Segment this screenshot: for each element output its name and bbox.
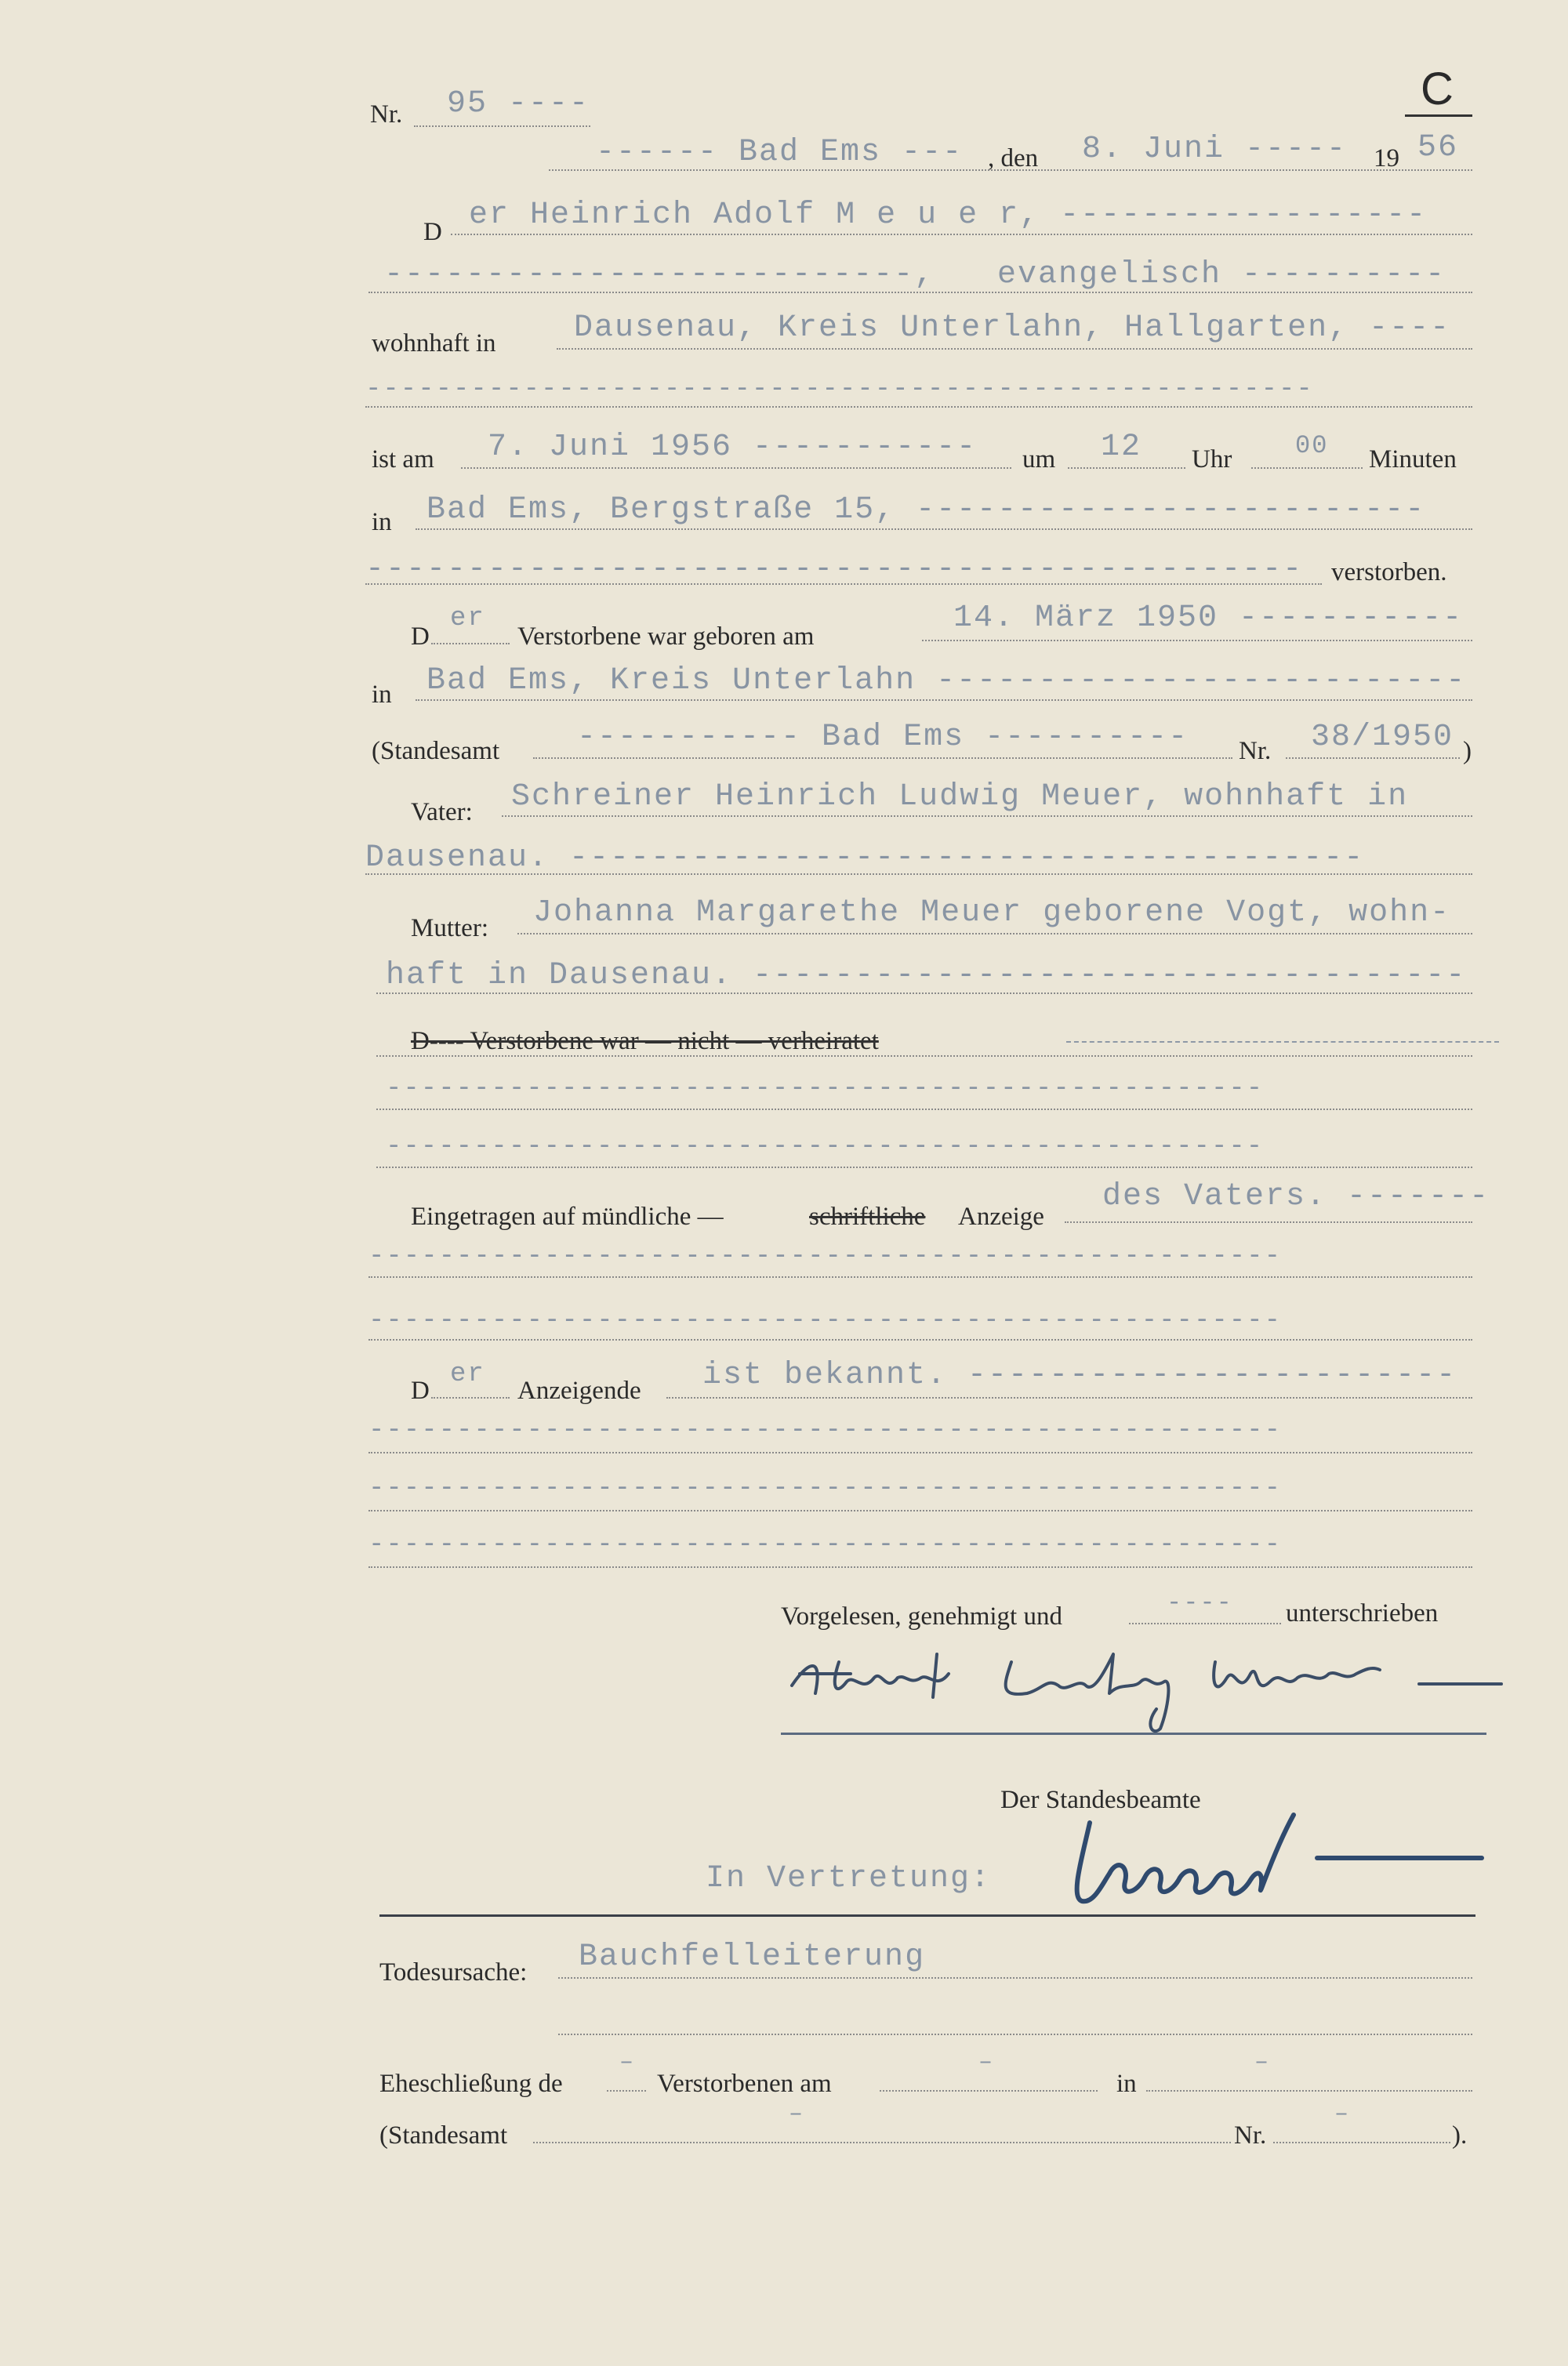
birth-in-label: in [372,680,392,709]
birth-d-label: D [411,622,430,651]
ehe-in-label: in [1116,2070,1137,2098]
footer-nr-value: – [1334,2101,1351,2128]
ehe-am-dotline [880,2090,1098,2092]
informant-dashes-1: ---------------------------------------------------- [368,1416,1282,1446]
place-dotline [549,169,1472,171]
wohnhaft-dotline [557,348,1472,350]
informant-dotline [666,1397,1472,1399]
line2-dashes: --------------------------, [384,257,935,292]
informant-dotline-3 [368,1566,1472,1568]
wohnhaft-cont: ------------------------------------------------------ [365,375,1314,405]
vater-value: Schreiner Heinrich Ludwig Meuer, wohnhaft in [511,779,1409,815]
d-label: D [423,218,442,246]
signature-rule-1 [781,1733,1486,1735]
verstorben-label: verstorben. [1331,558,1447,586]
birth-er: er [450,604,485,633]
death-in-label: in [372,508,392,536]
ehe-in-dotline [1146,2090,1472,2092]
marital-dashes-3: -------------------------------------------------- [386,1132,1265,1162]
informant-dotline-1 [368,1452,1472,1453]
mutter-dotline [517,933,1472,934]
death-date: 7. Juni 1956 ----------- [488,430,978,465]
informant-er-dotline [431,1397,510,1399]
ehe-label-a: Eheschließung de [379,2070,563,2098]
birth-place: Bad Ems, Kreis Unterlahn -------------------------- [426,663,1467,699]
unterschrieben-label: unterschrieben [1286,1599,1439,1628]
registration-dotline-1 [368,1276,1472,1278]
registration-dashes-1: ---------------------------------------------------- [368,1242,1282,1272]
wohnhaft-cont-dotline [365,406,1472,408]
birth-er-dotline [431,643,510,644]
informant-value: ist bekannt. ------------------------ [702,1358,1457,1393]
mutter-label: Mutter: [411,914,488,942]
letter-underline [1405,114,1472,117]
informant-dashes-2: ---------------------------------------------------- [368,1474,1282,1504]
todesursache-dotline-2 [558,2034,1472,2035]
death-place-cont-dotline [365,583,1322,585]
nr-dotline [414,125,590,127]
vorgelesen-dotline [1129,1623,1281,1624]
registration-label-struck: schriftliche [809,1203,926,1231]
death-place-dotline [416,528,1472,530]
name-dotline [451,234,1472,235]
death-place: Bad Ems, Bergstraße 15, ------------------------- [426,492,1426,528]
um-label: um [1022,445,1056,474]
marital-dotline-3 [376,1167,1472,1168]
informant-dotline-2 [368,1510,1472,1511]
year-prefix: 19 [1374,144,1399,172]
registrar-signature [1058,1811,1497,1913]
standesbeamte-label: Der Standesbeamte [1000,1786,1201,1814]
den-label: , den [988,144,1039,172]
nr-value: 95 ---- [447,86,590,122]
marital-struck: D---- Verstorbene war — nicht — verheiratet [411,1027,879,1055]
birth-standesamt-dotline [533,757,1232,759]
uhr-label: Uhr [1192,445,1232,474]
vorgelesen-value: ---- [1167,1588,1233,1617]
vater-cont-dotline [365,873,1472,875]
birth-nr-dotline [1286,757,1460,759]
birth-place-dotline [416,699,1472,701]
marital-dotline-2 [376,1109,1472,1110]
ehe-label-b: Verstorbenen am [657,2070,832,2098]
birth-label: Verstorbene war geboren am [517,622,815,651]
footer-standesamt-value: – [789,2101,805,2128]
marital-dashes-2: -------------------------------------------------- [386,1074,1265,1104]
death-place-cont: ---------------------------------------------- [365,552,1304,587]
birth-standesamt-value: ----------- Bad Ems ---------- [577,720,1189,755]
minutes-dotline [1251,467,1363,469]
birth-date: 14. März 1950 ----------- [953,601,1464,636]
mutter-value: Johanna Margarethe Meuer geborene Vogt, wohn- [533,895,1451,931]
todesursache-dotline [558,1977,1472,1979]
footer-standesamt-dotline [533,2142,1231,2143]
registration-value: des Vaters. ------- [1102,1179,1490,1214]
informant-signature [776,1638,1513,1740]
vater-label: Vater: [411,798,473,826]
footer-nr-dotline [1273,2142,1450,2143]
birth-standesamt-label: (Standesamt [372,737,500,765]
date-value: 8. Juni ----- [1082,132,1348,167]
informant-d-label: D [411,1377,430,1405]
minuten-label: Minuten [1369,445,1457,474]
ehe-in-value: – [1254,2049,1271,2076]
register-letter: C [1421,64,1454,114]
wohnhaft-value: Dausenau, Kreis Unterlahn, Hallgarten, ---- [574,310,1451,346]
birth-date-dotline [922,640,1472,641]
religion-value: evangelisch ---------- [997,257,1446,292]
informant-label: Anzeigende [517,1377,641,1405]
registration-label-a: Eingetragen auf mündliche — [411,1203,724,1231]
registration-label-b: Anzeige [958,1203,1044,1231]
mutter-cont: haft in Dausenau. ----------------------------------- [386,958,1467,993]
death-date-dotline [461,467,1011,469]
vorgelesen-label: Vorgelesen, genehmigt und [781,1602,1062,1631]
vater-dotline [502,815,1472,817]
birth-nr-value: 38/1950 [1311,720,1454,755]
registration-dotline [1065,1221,1472,1223]
birth-close: ) [1463,737,1472,765]
footer-rule [379,1914,1475,1917]
informant-er: er [450,1359,485,1389]
year-suffix: 56 [1417,130,1459,165]
marital-dash-1 [1066,1041,1499,1043]
registration-dashes-2: ---------------------------------------------------- [368,1306,1282,1336]
ehe-de-dotline [607,2090,646,2092]
marital-dotline-1 [376,1055,1472,1057]
religion-dotline [368,292,1472,293]
place-line: ------ Bad Ems --- [596,135,964,170]
footer-close: ). [1452,2121,1468,2150]
ist-am-label: ist am [372,445,434,474]
todesursache-value: Bauchfelleiterung [579,1940,926,1975]
ehe-am-value: – [978,2049,995,2076]
mutter-cont-dotline [376,992,1472,994]
birth-nr-label: Nr. [1239,737,1272,765]
vertretung-label: In Vertretung: [706,1861,992,1896]
registration-dotline-2 [368,1339,1472,1341]
ehe-de-value: – [619,2049,636,2076]
death-minutes: 00 [1295,431,1329,460]
death-hour: 12 [1101,430,1142,465]
nr-label: Nr. [370,100,403,129]
wohnhaft-label: wohnhaft in [372,329,496,357]
vater-cont: Dausenau. --------------------------------------- [365,840,1365,876]
footer-standesamt-label: (Standesamt [379,2121,508,2150]
name-value: er Heinrich Adolf M e u e r, ------------------ [469,198,1428,233]
todesursache-label: Todesursache: [379,1958,528,1987]
footer-nr-label: Nr. [1234,2121,1267,2150]
hour-dotline [1068,467,1185,469]
informant-dashes-3: ---------------------------------------------------- [368,1530,1282,1560]
